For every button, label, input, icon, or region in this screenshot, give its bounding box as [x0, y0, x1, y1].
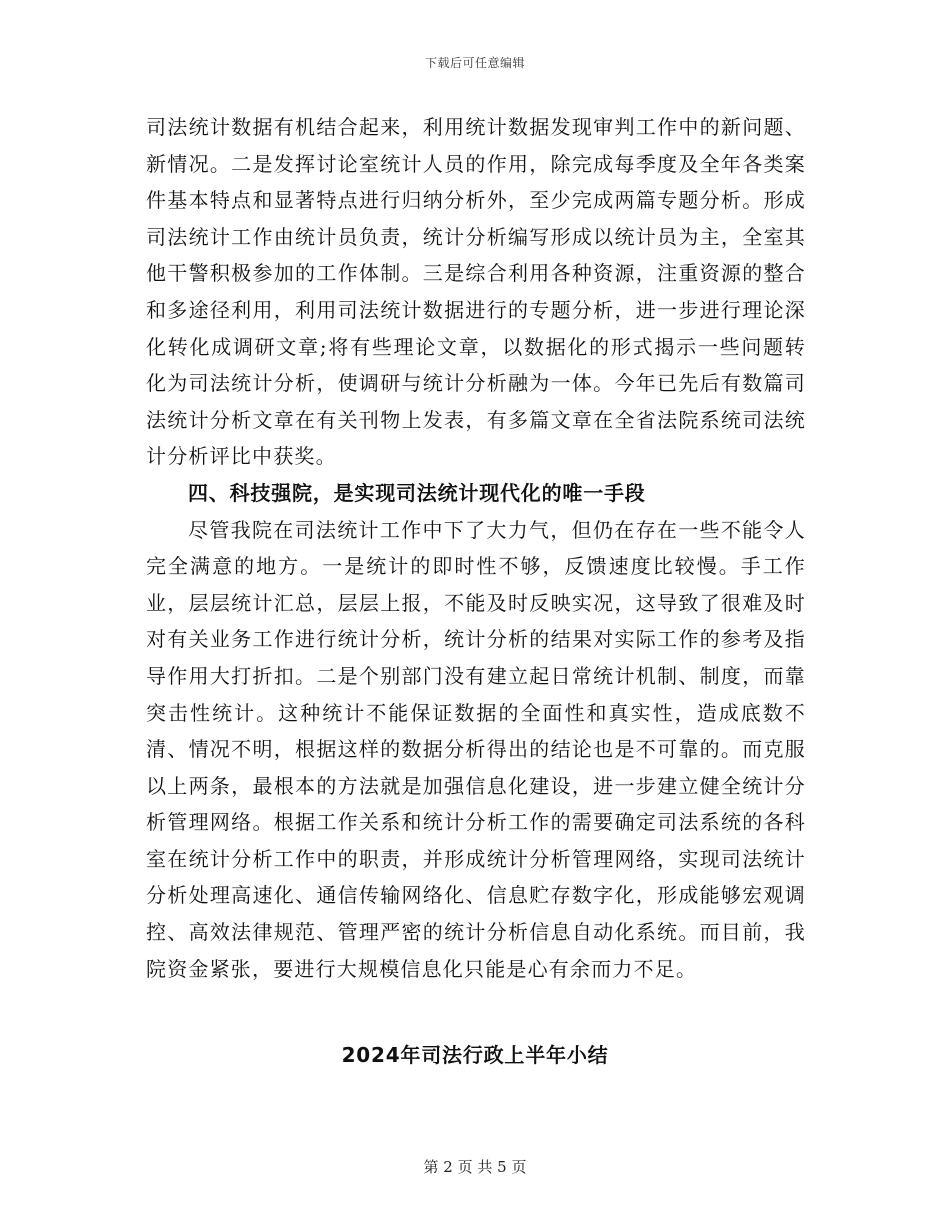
- body-paragraph: 司法统计数据有机结合起来，利用统计数据发现审判工作中的新问题、新情况。二是发挥讨论室统计人员的作用，除完成每季度及全年各类案件基本特点和显著特点进行归纳分析外，至少完成两篇专题分析。形成司法统计工作由统计员负责，统计分析编写形成以统计员为主，全室其他干警积极参加的工作体制。三是综合利用各种资源，注重资源的整合和多途径利用，利用司法统计数据进行的专题分析，进一步进行理论深化转化成调研文章;将有些理论文章，以数据化的形式揭示一些问题转化为司法统计分析，使调研与统计分析融为一体。今年已先后有数篇司法统计分析文章在有关刊物上发表，有多篇文章在全省法院系统司法统计分析评比中获奖。: [146, 115, 806, 469]
- document-title: 2024年司法行政上半年小结: [341, 1043, 609, 1067]
- page-header: 下载后可任意编辑: [424, 56, 525, 70]
- section-heading: 四、科技强院，是实现司法统计现代化的唯一手段: [188, 480, 646, 505]
- page-number: 第 2 页 共 5 页: [423, 1158, 527, 1176]
- body-paragraph: 尽管我院在司法统计工作中下了大力气，但仍在存在一些不能令人完全满意的地方。一是统计的即时性不够，反馈速度比较慢。手工作业，层层统计汇总，层层上报，不能及时反映实况，这导致了很难及时对有关业务工作进行统计分析，统计分析的结果对实际工作的参考及指导作用大打折扣。二是个别部门没有建立起日常统计机制、制度，而靠突击性统计。这种统计不能保证数据的全面性和真实性，造成底数不清、情况不明，根据这样的数据分析得出的结论也是不可靠的。而克服以上两条，最根本的方法就是加强信息化建设，进一步建立健全统计分析管理网络。根据工作关系和统计分析工作的需要确定司法系统的各科室在统计分析工作中的职责，并形成统计分析管理网络，实现司法统计分析处理高速化、通信传输网络化、信息贮存数字化，形成能够宏观调控、高效法律规范、管理严密的统计分析信息自动化系统。而目前，我院资金紧张，要进行大规模信息化只能是心有余而力不足。: [146, 517, 806, 981]
- document-body: [146, 109, 806, 987]
